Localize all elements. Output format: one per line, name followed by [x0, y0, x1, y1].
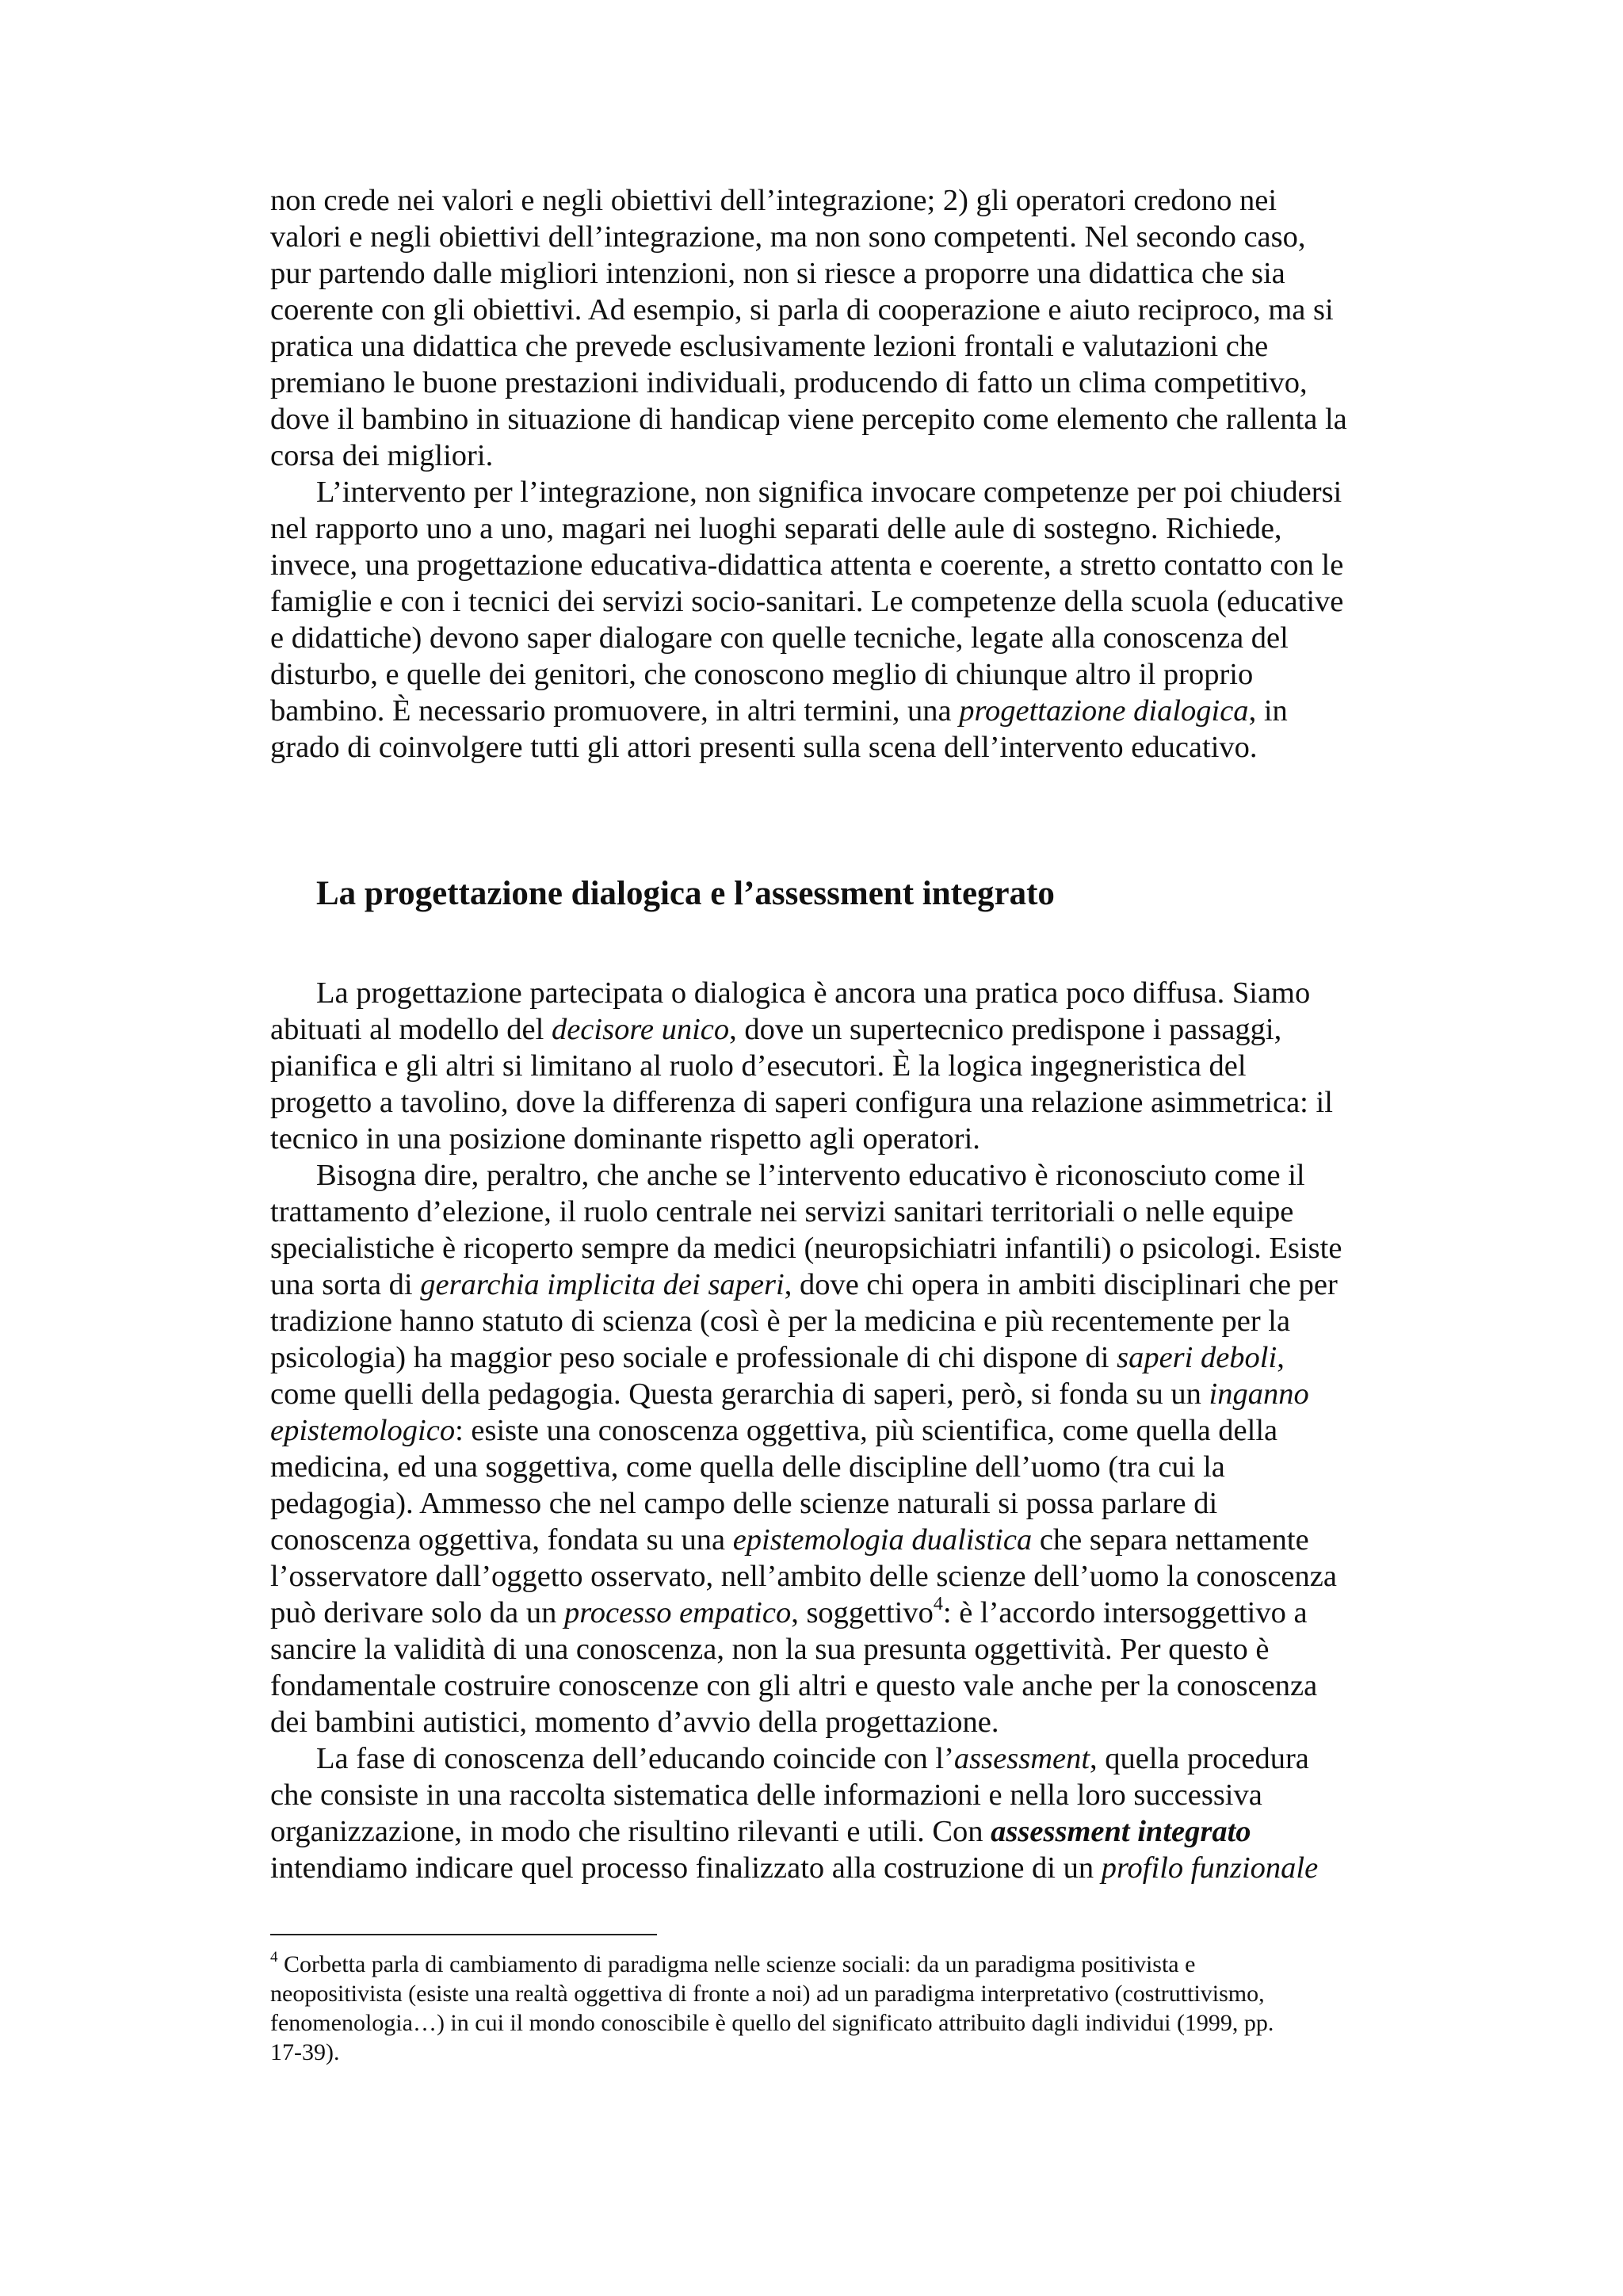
text-line: progetto a tavolino, dove la differenza di saperi configura una relazione asimmetrica: il [270, 1086, 1333, 1119]
paragraph-4 [270, 1157, 1342, 1740]
text-run: Corbetta parla di cambiamento di paradigma nelle scienze sociali: da un paradigma positivista e [277, 1951, 1196, 1977]
text-line [270, 693, 1343, 729]
text-run: che separa nettamente [1032, 1523, 1309, 1557]
text-line [270, 1339, 1342, 1376]
text-run: , [1277, 1341, 1285, 1374]
text-line [270, 1850, 1318, 1886]
text-line: corsa dei migliori. [270, 439, 494, 472]
text-line: invece, una progettazione educativa-didattica attenta e coerente, a stretto contatto con le [270, 548, 1344, 582]
italic-term: epistemologia dualistica [732, 1523, 1033, 1557]
text-run: come quelli della pedagogia. Questa gerarchia di saperi, però, si fonda su un [270, 1377, 1209, 1411]
text-run: , in [1248, 694, 1288, 728]
text-line: e didattiche) devono saper dialogare con quelle tecniche, legate alla conoscenza del [270, 621, 1289, 655]
text-run: organizzazione, in modo che risultino rilevanti e utili. Con [270, 1815, 991, 1848]
italic-term: assessment [953, 1742, 1090, 1775]
text-line: valori e negli obiettivi dell’integrazione, ma non sono competenti. Nel secondo caso, [270, 220, 1306, 254]
paragraph-1 [270, 182, 1347, 474]
text-run: conoscenza oggettiva, fondata su una [270, 1523, 733, 1557]
paragraph-3 [270, 975, 1333, 1157]
text-line: dei bambini autistici, momento d’avvio della progettazione. [270, 1706, 999, 1739]
text-run: abituati al modello del [270, 1013, 552, 1046]
text-line: specialistiche è ricoperto sempre da medici (neuropsichiatri infantili) o psicologi. Esiste [270, 1232, 1342, 1265]
italic-term: processo empatico [564, 1596, 792, 1629]
text-line: grado di coinvolgere tutti gli attori presenti sulla scena dell’intervento educativo. [270, 731, 1258, 764]
text-line: medicina, ed una soggettiva, come quella delle discipline dell’uomo (tra cui la [270, 1450, 1225, 1484]
text-line: Bisogna dire, peraltro, che anche se l’intervento educativo è riconosciuto come il [316, 1159, 1305, 1192]
text-line: sancire la validità di una conoscenza, non la sua presunta oggettività. Per questo è [270, 1633, 1270, 1666]
text-line: pianifica e gli altri si limitano al ruolo d’esecutori. È la logica ingegneristica del [270, 1049, 1247, 1083]
text-line [270, 1813, 1318, 1850]
text-run: , dove chi opera in ambiti disciplinari che per [784, 1268, 1338, 1301]
text-line: famiglie e con i tecnici dei servizi socio-sanitari. Le competenze della scuola (educative [270, 585, 1344, 618]
italic-term: decisore unico [551, 1013, 730, 1046]
footnote-line [270, 1950, 1411, 1979]
text-line: premiano le buone prestazioni individuali, producendo di fatto un clima competitivo, [270, 366, 1308, 399]
text-line: L’intervento per l’integrazione, non significa invocare competenze per poi chiudersi [316, 476, 1342, 509]
footnote-line: neopositivista (esiste una realtà oggettiva di fronte a noi) ad un paradigma interpretativo (costruttivismo, [270, 1981, 1265, 2007]
italic-term: gerarchia implicita dei saperi [420, 1268, 785, 1301]
text-line: pedagogia). Ammesso che nel campo delle scienze naturali si possa parlare di [270, 1487, 1218, 1520]
footnote-line: fenomenologia…) in cui il mondo conoscibile è quello del significato attribuito dagli individui (1999, pp. [270, 2010, 1274, 2036]
text-line: l’osservatore dall’oggetto osservato, nell’ambito delle scienze dell’uomo la conoscenza [270, 1560, 1337, 1593]
italic-term: saperi deboli [1117, 1341, 1277, 1374]
text-line [270, 1740, 1318, 1777]
text-run: bambino. È necessario promuovere, in altri termini, una [270, 694, 960, 728]
text-run: , soggettivo [791, 1596, 934, 1629]
text-run: può derivare solo da un [270, 1596, 564, 1629]
footnote-separator [270, 1934, 657, 1935]
italic-term: inganno [1209, 1377, 1309, 1411]
text-run: intendiamo indicare quel processo finalizzato alla costruzione di un [270, 1851, 1102, 1885]
text-line [270, 1376, 1342, 1412]
text-run: : è l’accordo intersoggettivo a [942, 1596, 1308, 1629]
text-run: , dove un supertecnico predispone i passaggi, [729, 1013, 1282, 1046]
text-line: fondamentale costruire conoscenze con gli altri e questo vale anche per la conoscenza [270, 1669, 1318, 1702]
italic-term: epistemologico [270, 1414, 456, 1447]
text-line [270, 1412, 1342, 1449]
text-line: nel rapporto uno a uno, magari nei luoghi separati delle aule di sostegno. Richiede, [270, 512, 1282, 545]
text-run: una sorta di [270, 1268, 421, 1301]
text-line: che consiste in una raccolta sistematica delle informazioni e nella loro successiva [270, 1778, 1262, 1812]
paragraph-5 [270, 1740, 1318, 1886]
footnote [270, 1950, 1411, 2067]
text-line: pur partendo dalle migliori intenzioni, non si riesce a proporre una didattica che sia [270, 257, 1285, 290]
text-line [270, 1011, 1333, 1048]
text-line [270, 1266, 1342, 1303]
paragraph-2 [270, 474, 1343, 766]
section-heading: La progettazione dialogica e l’assessment integrato [316, 875, 1055, 912]
text-line: tecnico in una posizione dominante rispetto agli operatori. [270, 1122, 980, 1156]
text-line: coerente con gli obiettivi. Ad esempio, si parla di cooperazione e aiuto reciproco, ma si [270, 293, 1334, 327]
text-line: tradizione hanno statuto di scienza (così è per la medicina e più recentemente per la [270, 1305, 1291, 1338]
text-run: : esiste una conoscenza oggettiva, più scientifica, come quella della [455, 1414, 1278, 1447]
italic-term: progettazione dialogica [959, 694, 1249, 728]
text-line: dove il bambino in situazione di handicap viene percepito come elemento che rallenta la [270, 403, 1347, 436]
italic-term: profilo funzionale [1101, 1851, 1319, 1885]
text-line [270, 1522, 1342, 1558]
text-run: , quella procedura [1090, 1742, 1309, 1775]
text-line: pratica una didattica che prevede esclusivamente lezioni frontali e valutazioni che [270, 330, 1269, 363]
text-line: disturbo, e quelle dei genitori, che conoscono meglio di chiunque altro il proprio [270, 658, 1254, 691]
text-line: La progettazione partecipata o dialogica è ancora una pratica poco diffusa. Siamo [316, 976, 1311, 1010]
text-line: non crede nei valori e negli obiettivi dell’integrazione; 2) gli operatori credono nei [270, 184, 1277, 217]
text-run: psicologia) ha maggior peso sociale e professionale di chi dispone di [270, 1341, 1117, 1374]
footnote-line: 17-39). [270, 2039, 340, 2065]
text-line: trattamento d’elezione, il ruolo centrale nei servizi sanitari territoriali o nelle equipe [270, 1195, 1294, 1228]
bold-italic-term: assessment integrato [991, 1815, 1251, 1848]
footnote-marker: 4 [270, 1949, 278, 1966]
text-run: La fase di conoscenza dell’educando coincide con l’ [316, 1742, 954, 1775]
footnote-reference[interactable]: 4 [933, 1594, 943, 1615]
text-line [270, 1595, 1342, 1631]
